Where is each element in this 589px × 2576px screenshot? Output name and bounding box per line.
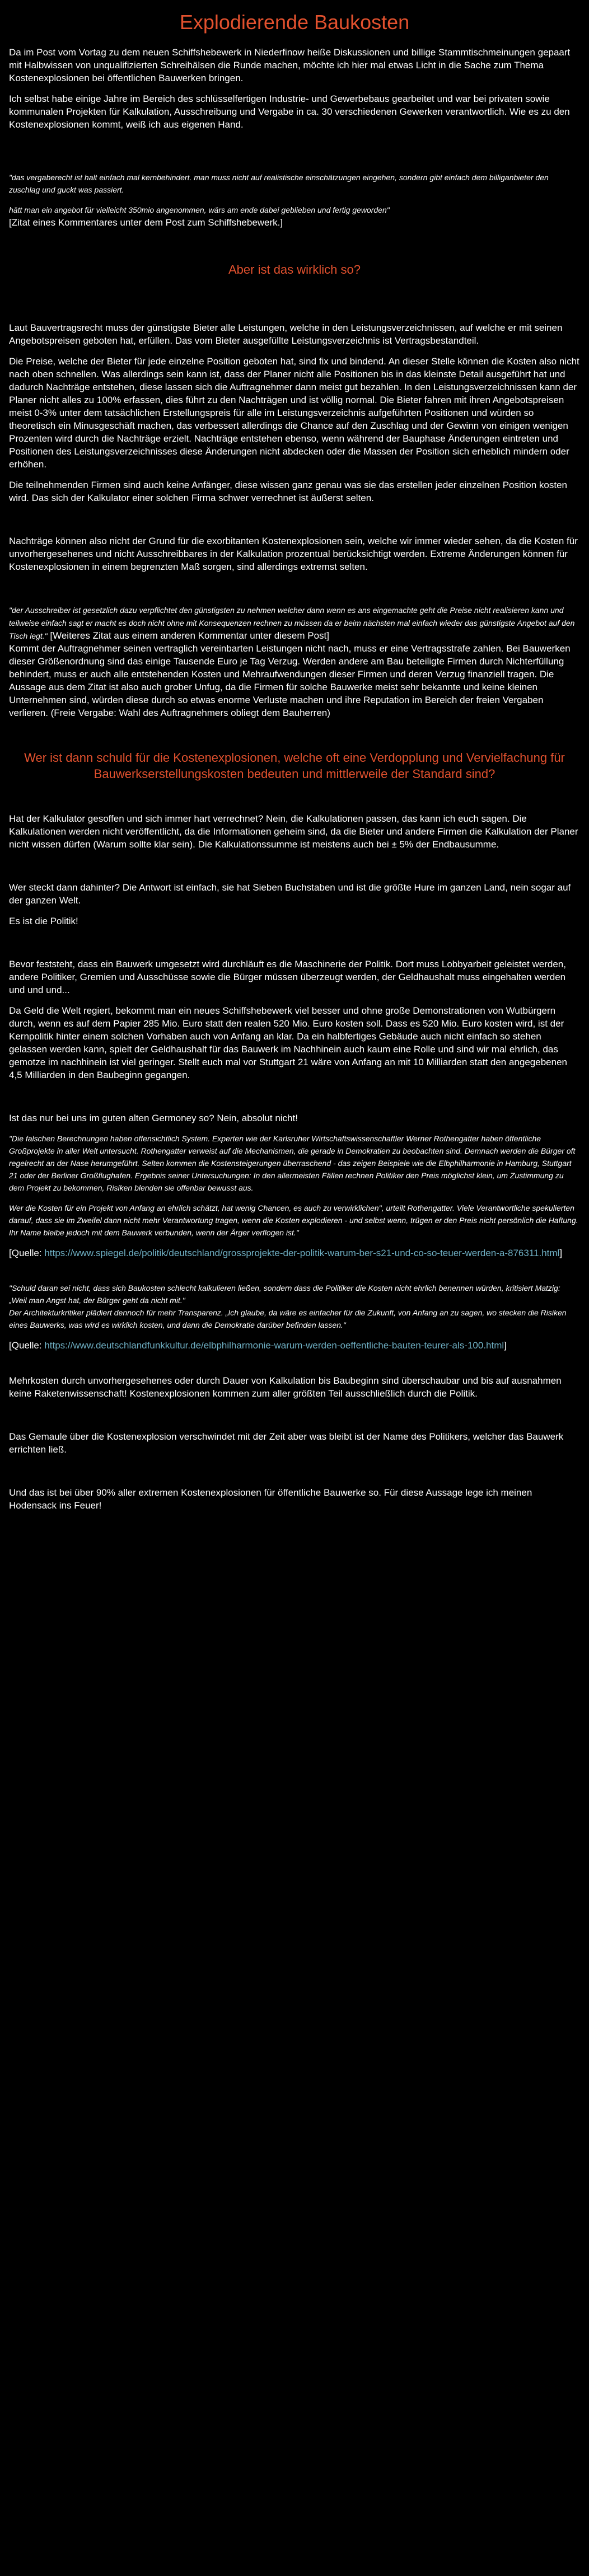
spacer [9, 935, 580, 958]
spacer [9, 278, 580, 321]
quote-1-line-2: hätt man ein angebot für vielleicht 350mio angenommen, wärs am ende dabei geblieben und fertig geworden" [9, 205, 390, 214]
spacer [9, 1352, 580, 1374]
spacer [9, 512, 580, 535]
quote-3-paragraph-2: Wer die Kosten für ein Projekt von Anfang an ehrlich schätzt, hat wenig Chancen, es auch zu verwirklichen", urteilt Rothengatter. Viele Verantwortliche spekulierten darauf, dass sie im Zweifel dann nicht mehr Verantwortung tragen, wenn die Kosten explodieren - und selbst wenn, trügen er den Preis nicht persönlich die Haftung. Ihr Name bleibe jedoch mit dem Bauwerk verbunden, wenn der Ärger verflogen ist." [9, 1203, 578, 1237]
article [9, 0, 580, 1512]
section-9-paragraph-1: Und das ist bei über 90% aller extremen Kostenexplosionen für öffentliche Bauwerke so. Für diese Aussage lege ich meinen Hodensack ins Feuer! [9, 1487, 532, 1511]
section-4-paragraph-1: Wer steckt dann dahinter? Die Antwort ist einfach, sie hat Sieben Buchstaben und ist die größte Hure im ganzen Land, nein sogar auf der ganzen Welt. [9, 882, 571, 906]
spacer [9, 1089, 580, 1112]
quote-block-2 [9, 603, 580, 642]
spacer [9, 782, 580, 812]
quote-block-3 [9, 1132, 580, 1259]
section-3-paragraph-1: Hat der Kalkulator gesoffen und sich immer hart verrechnet? Nein, die Kalkulationen passen, das kann ich euch sagen. Die Kalkulationen werden nicht veröffentlicht, da die Informationen geheim sind, da die Bieter und andere Firmen die Kalkulation der Planer nicht wissen dürfen (Warum sollte klar sein). Die Kalkulationssumme ist meistens auch bei ± 5% der Endbausumme. [9, 813, 578, 850]
section-4-paragraph-2: Es ist die Politik! [9, 916, 78, 926]
quote-1-note: [Zitat eines Kommentares unter dem Post zum Schiffshebewerk.] [9, 217, 283, 228]
intro-paragraph-2: Ich selbst habe einige Jahre im Bereich des schlüsselfertigen Industrie- und Gewerbebaus gearbeitet und war bei privaten sowie kommunalen Projekten für Kalkulation, Ausschreibung und Vergabe in ca. 30 verschiedenen Gewerken verantwortlich. Wie es zu den Kostenexplosionen kommt, weiß ich aus eigenen Hand. [9, 93, 570, 130]
quote-4-source-suffix: ] [504, 1340, 507, 1351]
quote-4-paragraph-2: Der Architekturkritiker plädiert dennoch für mehr Transparenz. „Ich glaube, da wäre es einfacher für die Zukunft, von Anfang an zu sagen, wo stecken die Risiken eines Bauwerks, was wird es wirklich kosten, und dann die Demokratie darüber befinden lassen." [9, 1308, 567, 1329]
quote-4-source-link[interactable]: https://www.deutschlandfunkkultur.de/elbphilharmonie-warum-werden-oeffentliche-bauten-teurer-als-100.html [44, 1340, 504, 1351]
quote-3-source-prefix: [Quelle: [9, 1248, 45, 1258]
quote-block-4 [9, 1282, 580, 1352]
quote-1-line-1: "das vergaberecht ist halt einfach mal kernbehindert. man muss nicht auf realistische einschätzungen eingehen, sondern gibt einfach dem billiganbieter den zuschlag und guckt was passiert. [9, 173, 549, 194]
section-6-paragraph-1: Ist das nur bei uns im guten alten Germoney so? Nein, absolut nicht! [9, 1113, 298, 1123]
quote-3-paragraph-1: "Die falschen Berechnungen haben offensichtlich System. Experten wie der Karlsruher Wirtschaftswissenschaftler Werner Rothengatter haben öffentliche Großprojekte in aller Welt untersucht. Rothengatter verweist auf die Mechanismen, die gerade in Demokratien zu beobachten sind. Demnach werden die Bürger oft regelrecht an der Nase herumgeführt. Selten kommen die Kostensteigerungen überraschend - das zeigen Beispiele wie die Elbphilharmonie in Hamburg, Stuttgart 21 oder der Berliner Großflughafen. Ergebnis seiner Untersuchungen: In den allermeisten Fällen rechnen Politiker den Preis möglichst klein, um Zustimmung zu dem Projekt zu bekommen, Risiken blenden sie offenbar bewusst aus. [9, 1134, 576, 1192]
spacer [9, 1464, 580, 1486]
spacer [9, 1259, 580, 1282]
intro-paragraph-1: Da im Post vom Vortag zu dem neuen Schiffshebewerk in Niederfinow heiße Diskussionen und billige Stammtischmeinungen gepaart mit Halbwissen von unqualifizierten Schreihälsen die Runde machen, möchte ich hier mal etwas Licht in die Sache zum Thema Kostenexplosionen bei öffentlichen Bauwerken bringen. [9, 47, 571, 83]
spacer [9, 229, 580, 261]
quote-2-text: "der Ausschreiber ist gesetzlich dazu verpflichtet den günstigsten zu nehmen welcher dann wenn es ans eingemachte geht die Preise nicht realisieren kann und teilweise einfach sagt er macht es doch nicht ohne mit Konsequenzen rechnen zu müssen da er beim nächsten mal einfach wieder das günstigste Angebot auf den Tisch legt." [9, 606, 575, 640]
spacer [9, 727, 580, 750]
spacer [9, 139, 580, 171]
spacer [9, 859, 580, 881]
quote-3-source [9, 1247, 580, 1259]
section-7-paragraph-1: Mehrkosten durch unvorhergesehenes oder durch Dauer von Kalkulation bis Baubeginn sind überschaubar und bis auf ausnahmen keine Raketenwissenschaft! Kostenexplosionen kommen zum aller größten Teil ausschließlich durch die Politik. [9, 1375, 562, 1399]
section-heading-2: Wer ist dann schuld für die Kostenexplosionen, welche oft eine Verdopplung und Vervielfachung für Bauwerkserstellungskosten bedeuten und mittlerweile der Standard sind? [24, 751, 565, 781]
section-8-paragraph-1: Das Gemaule über die Kostenexplosion verschwindet mit der Zeit aber was bleibt ist der Name des Politikers, welcher das Bauwerk errichten ließ. [9, 1431, 564, 1455]
quote-4-source [9, 1339, 580, 1352]
spacer [9, 1408, 580, 1430]
section-5-paragraph-1: Bevor feststeht, dass ein Bauwerk umgesetzt wird durchläuft es die Maschinerie der Politik. Dort muss Lobbyarbeit geleistet werden, andere Politiker, Gremien und Ausschüsse sowie die Bürger müssen überzeugt werden, der Geldhaushalt muss eingehalten werden und und und... [9, 959, 566, 995]
section-2-paragraph-1: Kommt der Auftragnehmer seinen vertraglich vereinbarten Leistungen nicht nach, muss er eine Vertragsstrafe zahlen. Bei Bauwerken dieser Größenordnung sind das einige Tausende Euro je Tag Verzug. Werden andere am Bau beteiligte Firmen durch Nichterfüllung behindert, muss er auch alle entstehenden Kosten und Mehraufwendungen dieser Firmen und deren Verzug finanziell tragen. Die Aussage aus dem Zitat ist also auch grober Unfug, da die Firmen für solche Bauwerke meist sehr bekannte und keine kleinen Unternehmen sind, würden diese durch so etwas enorme Verluste machen und ihre Reputation im Bereich der freien Vergaben verlieren. (Freie Vergabe: Wahl des Auftragnehmers obliegt dem Bauherren) [9, 643, 571, 718]
page-title: Explodierende Baukosten [179, 11, 410, 34]
section-5-paragraph-2: Da Geld die Welt regiert, bekommt man ein neues Schiffshebewerk viel besser und ohne große Demonstrationen von Wutbürgern durch, wenn es auf dem Papier 285 Mio. Euro statt den realen 520 Mio. Euro kosten soll. Dass es 520 Mio. Euro kosten wird, ist der Kernpolitik hinter einem solchen Vorhaben auch von Anfang an klar. Da ein halbfertiges Gebäude auch nicht einfach so stehen gelassen werden kann, spielt der Geldhaushalt für das Bauwerk im Nachhinein auch kaum eine Rolle und sind wir mal ehrlich, das gemotze im nachhinein ist viel geringer. Stellt euch mal vor Stuttgart 21 wäre von Anfang an mit 10 Milliarden statt den angegebenen 4,5 Milliarden in den Baubeginn gegangen. [9, 1005, 567, 1080]
spacer [9, 581, 580, 603]
quote-2-note: [Weiteres Zitat aus einem anderen Kommentar unter diesem Post] [50, 630, 329, 641]
section-heading-1: Aber ist das wirklich so? [228, 263, 361, 277]
quote-4-paragraph-1: "Schuld daran sei nicht, dass sich Baukosten schlecht kalkulieren ließen, sondern dass die Politiker die Kosten nicht ehrlich benennen würden, kritisiert Matzig: „Weil man Angst hat, der Bürger geht da nicht mit." [9, 1284, 560, 1305]
section-1-paragraph-2: Die Preise, welche der Bieter für jede einzelne Position geboten hat, sind fix und bindend. An dieser Stelle können die Kosten also nicht nach oben schnellen. Was allerdings sein kann ist, dass der Planer nicht alle Positionen bis in das kleinste Detail ausgeführt hat und dadurch Nachträge entstehen, diese lassen sich die Auftragnehmer dann meist gut bezahlen. In den Leistungsverzeichnissen kann der Planer nicht alles zu 100% erfassen, dies führt zu den Nachträgen und ist völlig normal. Die Bieter fahren mit ihren Angebotspreisen meist 0-3% unter dem tatsächlichen Erstellungspreis für alle im Leistungsverzeichnis aufgeführten Positionen und würden so theoretisch ein Minusgeschäft machen, das verbessert allerdings die Chance auf den Zuschlag und der Gewinn von einigen wenigen Prozenten wird durch die Nachträge erzielt. Nachträge entstehen ebenso, wenn während der Bauphase Änderungen eintreten und Positionen des Leistungsverzeichnisses diese Änderungen nicht abdecken oder die Massen der Position sich erheblich mindern oder erhöhen. [9, 356, 579, 470]
quote-4-source-prefix: [Quelle: [9, 1340, 45, 1351]
quote-block-1 [9, 171, 580, 229]
quote-3-source-link[interactable]: https://www.spiegel.de/politik/deutschland/grossprojekte-der-politik-warum-ber-s21-und-co-so-teuer-werden-a-876311.html [44, 1248, 560, 1258]
section-1-paragraph-1: Laut Bauvertragsrecht muss der günstigste Bieter alle Leistungen, welche in den Leistungsverzeichnissen, auf welche er mit seinen Angebotspreisen geboten hat, erfüllen. Das vom Bieter ausgefüllte Leistungsverzeichnis ist Vertragsbestandteil. [9, 322, 563, 346]
section-1-paragraph-3: Die teilnehmenden Firmen sind auch keine Anfänger, diese wissen ganz genau was sie das erstellen jeder einzelnen Position kosten wird. Das sich der Kalkulator einer solchen Firma schwer verrechnet ist äußerst selten. [9, 480, 567, 503]
section-1-paragraph-4: Nachträge können also nicht der Grund für die exorbitanten Kostenexplosionen sein, welche wir immer wieder sehen, da die Kosten für unvorhergesehenes und nicht Ausschreibbares in der Kalkulation prozentual berücksichtigt werden. Extreme Änderungen können für Kostenexplosionen in einem begrenzten Maß sorgen, sind allerdings extremst selten. [9, 536, 578, 572]
quote-3-source-suffix: ] [559, 1248, 563, 1258]
